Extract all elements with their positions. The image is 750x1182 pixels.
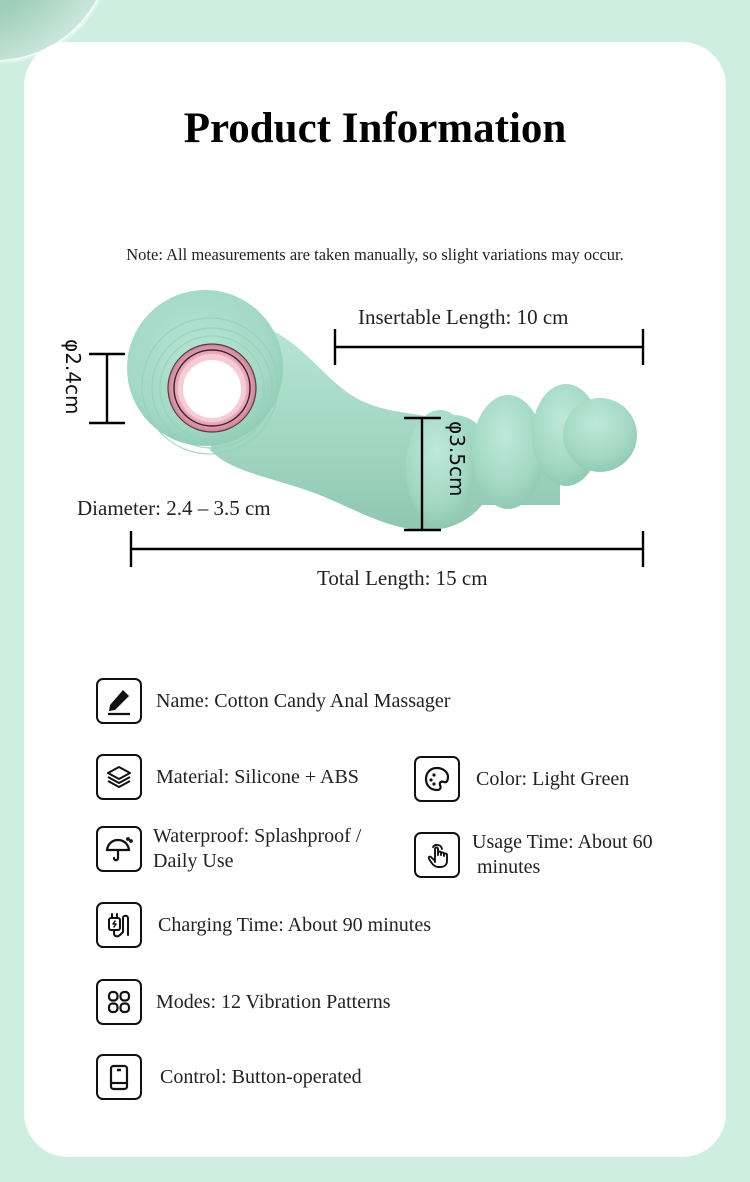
spec-waterproof-text: Waterproof: Splashproof / Daily Use: [153, 825, 362, 872]
measurement-note: Note: All measurements are taken manually, so slight variations may occur.: [126, 245, 624, 264]
head-diameter-label: φ2.4cm: [61, 339, 85, 415]
spec-charging-time-text: Charging Time: About 90 minutes: [158, 913, 431, 936]
insertable-length-label: Insertable Length: 10 cm: [358, 305, 569, 329]
page-title: Product Information: [183, 105, 567, 152]
diameter-range-label: Diameter: 2.4 – 3.5 cm: [77, 496, 271, 520]
spec-modes-text: Modes: 12 Vibration Patterns: [156, 990, 391, 1013]
spec-material: [96, 754, 359, 800]
product-tip-bead: [563, 398, 637, 472]
spec-waterproof: [96, 824, 361, 874]
spec-color-text: Color: Light Green: [476, 767, 630, 790]
pencil-icon: [96, 678, 142, 724]
bead-diameter-label: φ3.5cm: [445, 421, 469, 497]
spec-color: [414, 756, 629, 802]
phone-button-icon: [96, 1054, 142, 1100]
total-length-label: Total Length: 15 cm: [317, 566, 488, 590]
total-length-line: [131, 531, 643, 567]
charger-icon: [96, 902, 142, 948]
spec-name: [96, 678, 450, 724]
spec-name-text: Name: Cotton Candy Anal Massager: [156, 689, 451, 712]
spec-control: [96, 1054, 362, 1100]
palette-icon: [414, 756, 460, 802]
head-diameter-bracket: [89, 354, 125, 423]
layers-icon: [96, 754, 142, 800]
grid-icon: [96, 979, 142, 1025]
insertable-length-line: [335, 329, 643, 365]
spec-control-text: Control: Button-operated: [160, 1065, 362, 1088]
spec-material-text: Material: Silicone + ABS: [156, 765, 359, 788]
umbrella-icon: [96, 826, 142, 872]
spec-usage-time: [414, 832, 653, 880]
spec-charging-time: [96, 902, 431, 948]
touch-hand-icon: [414, 832, 460, 878]
spec-usage-time-text: Usage Time: About 60 minutes: [472, 831, 653, 878]
spec-modes: [96, 979, 391, 1025]
